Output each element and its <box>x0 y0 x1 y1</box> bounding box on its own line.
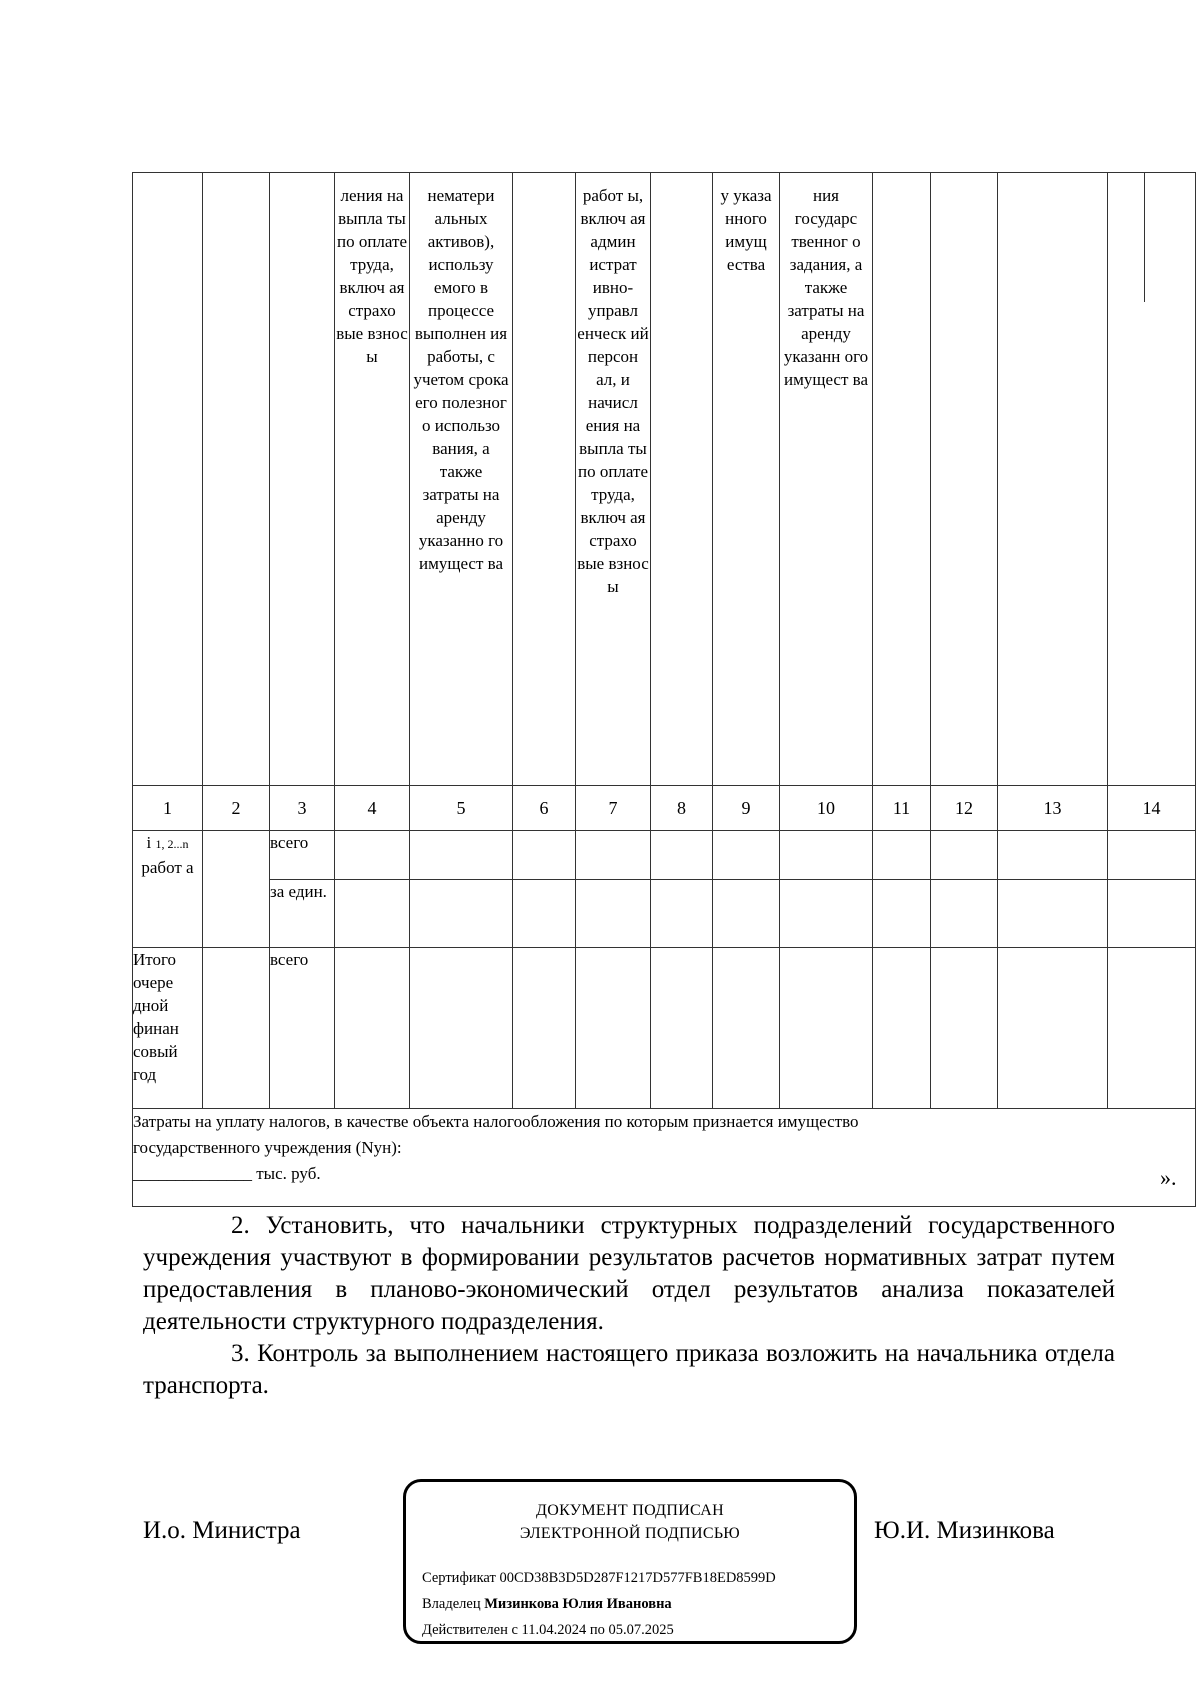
table-cell <box>576 880 651 948</box>
table-cell <box>713 880 780 948</box>
header-continuation-row <box>133 173 1196 786</box>
total-year-label: Итого очере дной финан совый год <box>133 948 203 1109</box>
column-number: 13 <box>998 786 1108 831</box>
table-cell <box>780 831 873 880</box>
stamp-valid-label: Действителен <box>422 1622 508 1638</box>
paragraph-2 <box>143 1210 1115 1338</box>
column-number: 1 <box>133 786 203 831</box>
table-cell <box>998 880 1108 948</box>
stamp-valid-from-word: с <box>511 1622 518 1638</box>
total-label: всего <box>270 831 335 880</box>
table-edge-line <box>1144 172 1145 302</box>
header-cell <box>203 173 270 786</box>
table-cell <box>513 948 576 1109</box>
table-cell <box>335 831 410 880</box>
stamp-heading: ЭЛЕКТРОННОЙ ПОДПИСЬЮ <box>519 1525 741 1542</box>
header-cell: ния государс твенног о задания, а также затраты на аренду указанн ого имущест ва <box>780 173 873 786</box>
table-cell <box>410 880 513 948</box>
table-cell <box>410 948 513 1109</box>
column-number: 14 <box>1108 786 1196 831</box>
cost-table <box>132 172 1196 1207</box>
work-row-subscript: 1, 2...n <box>155 837 189 851</box>
table-cell <box>780 948 873 1109</box>
table-cell <box>1108 948 1196 1109</box>
column-number: 6 <box>513 786 576 831</box>
table-cell <box>335 880 410 948</box>
column-number: 9 <box>713 786 780 831</box>
table-cell <box>410 831 513 880</box>
tax-footer-cell <box>133 1109 1196 1207</box>
table-cell <box>1108 880 1196 948</box>
e-signature-stamp <box>403 1479 857 1644</box>
table-cell <box>576 831 651 880</box>
paragraph-3-text: 3. Контроль за выполнением настоящего приказа возложить на начальника отдела транспорта. <box>143 1340 1115 1399</box>
table-cell <box>713 948 780 1109</box>
stamp-certificate <box>422 1570 776 1587</box>
table-cell <box>651 831 713 880</box>
stamp-heading: ДОКУМЕНТ ПОДПИСАН <box>536 1502 724 1519</box>
table-cell <box>713 831 780 880</box>
stamp-owner-label: Владелец <box>422 1596 481 1612</box>
table-row <box>133 948 1196 1109</box>
table-cell <box>203 948 270 1109</box>
header-cell: у указа нного имущ ества <box>713 173 780 786</box>
paragraph-2-text: 2. Установить, что начальники структурных подразделений государственного учреждения участвуют в формировании результатов расчетов нормативных затрат путем предоставления в планово-экономический отдел результатов анализа показателей деятельности структурного подразделения. <box>143 1212 1115 1335</box>
table-cell <box>513 880 576 948</box>
work-row-prefix: i <box>146 833 152 852</box>
table-cell <box>873 880 931 948</box>
header-cell <box>998 173 1108 786</box>
column-number: 4 <box>335 786 410 831</box>
table-row <box>133 831 1196 880</box>
stamp-valid-to: 05.07.2025 <box>608 1622 674 1638</box>
stamp-validity <box>422 1622 674 1639</box>
signatory-role: И.о. Министра <box>143 1517 301 1544</box>
tax-footer-line: государственного учреждения (Nун): <box>133 1138 402 1157</box>
table-cell <box>203 831 270 948</box>
column-number: 2 <box>203 786 270 831</box>
table-cell <box>873 831 931 880</box>
stamp-certificate-label: Сертификат <box>422 1570 496 1586</box>
table-cell <box>780 880 873 948</box>
column-number: 8 <box>651 786 713 831</box>
table-cell <box>576 948 651 1109</box>
column-number: 5 <box>410 786 513 831</box>
header-cell: работ ы, включ ая админ истрат ивно-управл енческ ий персон ал, и начисл ения на выпла ты по оплате труда, включ ая страхо вые взнос ы <box>576 173 651 786</box>
column-number-row <box>133 786 1196 831</box>
column-number: 10 <box>780 786 873 831</box>
signatory-name: Ю.И. Мизинкова <box>874 1517 1055 1544</box>
table-row <box>133 880 1196 948</box>
table-cell <box>931 880 998 948</box>
stamp-certificate-value: 00CD38B3D5D287F1217D577FB18ED8599D <box>499 1570 776 1586</box>
per-unit-label: за един. <box>270 880 335 948</box>
table-cell <box>651 880 713 948</box>
work-row-rest: работ а <box>141 858 194 877</box>
header-cell <box>133 173 203 786</box>
header-cell <box>270 173 335 786</box>
column-number: 11 <box>873 786 931 831</box>
tax-footer-row <box>133 1109 1196 1207</box>
table-cell <box>931 948 998 1109</box>
header-cell <box>931 173 998 786</box>
table-cell <box>335 948 410 1109</box>
table-cell <box>931 831 998 880</box>
header-cell <box>513 173 576 786</box>
column-number: 3 <box>270 786 335 831</box>
table-cell <box>873 948 931 1109</box>
tax-footer-line: ______________ тыс. руб. <box>133 1164 321 1183</box>
table-cell <box>651 948 713 1109</box>
stamp-owner-value: Мизинкова Юлия Ивановна <box>484 1596 672 1612</box>
table-cell <box>998 948 1108 1109</box>
total-label: всего <box>270 948 335 1109</box>
table-cell <box>513 831 576 880</box>
column-number: 7 <box>576 786 651 831</box>
stamp-valid-from: 11.04.2024 <box>521 1622 587 1638</box>
column-number: 12 <box>931 786 998 831</box>
paragraph-3 <box>143 1338 1115 1402</box>
stamp-valid-to-word: по <box>589 1622 605 1638</box>
header-cell <box>651 173 713 786</box>
tax-footer-line: Затраты на уплату налогов, в качестве объекта налогообложения по которым признается имущество <box>133 1112 859 1131</box>
work-row-label <box>133 831 203 948</box>
closing-quote: ». <box>1160 1165 1177 1190</box>
header-cell <box>873 173 931 786</box>
header-cell: ления на выпла ты по оплате труда, включ ая страхо вые взнос ы <box>335 173 410 786</box>
header-cell: нематери альных активов), использу емого в процессе выполнен ия работы, с учетом срока его полезног о использо вания, а также затраты на аренду указанно го имущест ва <box>410 173 513 786</box>
table-cell <box>1108 831 1196 880</box>
table-cell <box>998 831 1108 880</box>
header-cell <box>1108 173 1196 786</box>
stamp-owner <box>422 1596 672 1613</box>
